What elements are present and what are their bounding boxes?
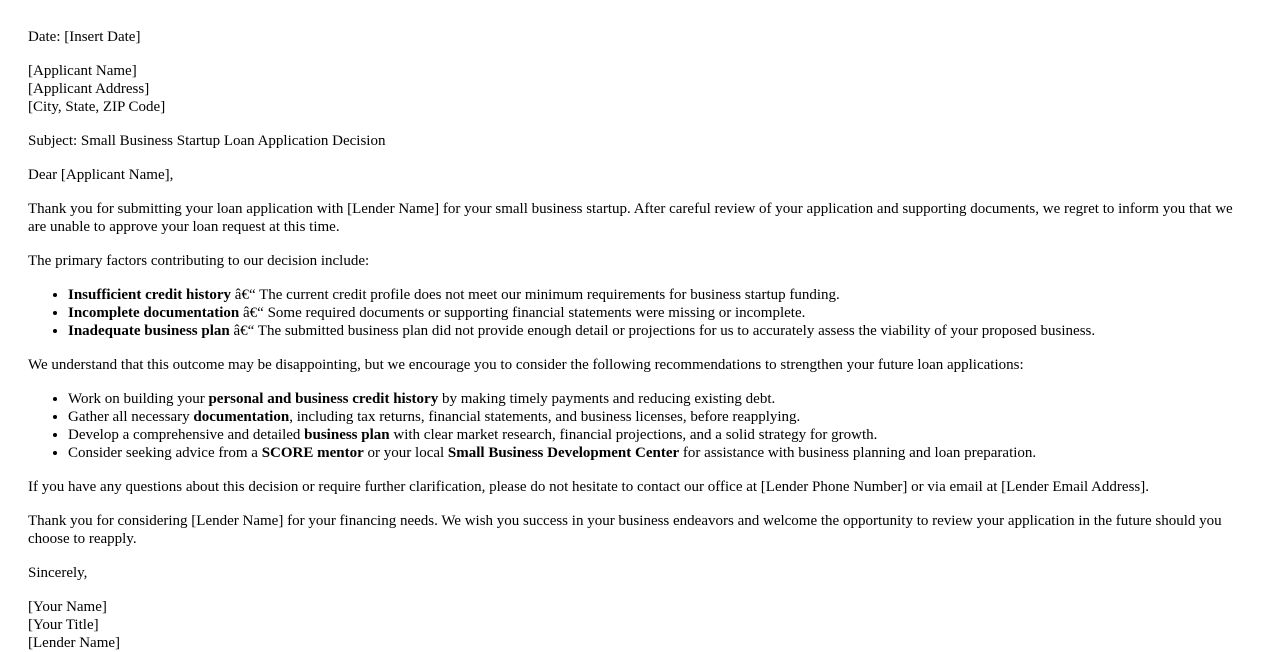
rec-bold: SCORE mentor bbox=[261, 445, 364, 461]
signature-title: [Your Title] bbox=[28, 617, 99, 633]
rec-text: by making timely payments and reducing existing debt. bbox=[438, 391, 776, 407]
date-line: Date: [Insert Date] bbox=[28, 29, 141, 45]
factor-text: â€“ Some required documents or supporting financial statements were missing or incomplete. bbox=[239, 305, 806, 321]
recipient-block bbox=[28, 62, 1250, 116]
factor-title: Incomplete documentation bbox=[68, 305, 240, 321]
rec-text: Gather all necessary bbox=[68, 409, 194, 425]
rec-bold: Small Business Development Center bbox=[447, 445, 680, 461]
sign-off: Sincerely, bbox=[28, 565, 88, 581]
factor-title: Insufficient credit history bbox=[68, 287, 232, 303]
rec-bold: business plan bbox=[304, 427, 390, 443]
closing-paragraph: Thank you for considering [Lender Name] for your financing needs. We wish you success in your business endeavors and welcome the opportunity to review your application in the future should you choose to reapply. bbox=[28, 513, 1222, 547]
recommendation-item bbox=[68, 408, 1250, 426]
recipient-name: [Applicant Name] bbox=[28, 63, 137, 79]
signature-lender: [Lender Name] bbox=[28, 635, 121, 651]
rec-bold: personal and business credit history bbox=[208, 391, 439, 407]
recommendation-item bbox=[68, 444, 1250, 462]
rec-text: with clear market research, financial projections, and a solid strategy for growth. bbox=[389, 427, 878, 443]
factor-item bbox=[68, 322, 1250, 340]
recommendation-item bbox=[68, 390, 1250, 408]
rec-text: , including tax returns, financial statements, and business licenses, before reapplying. bbox=[289, 409, 801, 425]
factors-list bbox=[28, 286, 1250, 340]
rec-text: or your local bbox=[363, 445, 448, 461]
recommendations-list bbox=[28, 390, 1250, 462]
subject-line: Subject: Small Business Startup Loan Application Decision bbox=[28, 133, 386, 149]
factor-title: Inadequate business plan bbox=[68, 323, 230, 339]
intro-paragraph: Thank you for submitting your loan application with [Lender Name] for your small business startup. After careful review of your application and supporting documents, we regret to inform you that we are unable to approve your loan request at this time. bbox=[28, 201, 1233, 235]
signature-block bbox=[28, 598, 1250, 652]
rec-bold: documentation bbox=[193, 409, 290, 425]
signature-name: [Your Name] bbox=[28, 599, 107, 615]
rec-text: Develop a comprehensive and detailed bbox=[68, 427, 305, 443]
rec-text: for assistance with business planning and loan preparation. bbox=[679, 445, 1037, 461]
factor-item bbox=[68, 286, 1250, 304]
rec-text: Consider seeking advice from a bbox=[68, 445, 262, 461]
factor-text: â€“ The current credit profile does not meet our minimum requirements for business startup funding. bbox=[231, 287, 840, 303]
recommendations-intro: We understand that this outcome may be disappointing, but we encourage you to consider the following recommendations to strengthen your future loan applications: bbox=[28, 357, 1024, 373]
recipient-address: [Applicant Address] bbox=[28, 81, 150, 97]
contact-paragraph: If you have any questions about this decision or require further clarification, please do not hesitate to contact our office at [Lender Phone Number] or via email at [Lender Email Address]. bbox=[28, 479, 1150, 495]
rec-text: Work on building your bbox=[68, 391, 209, 407]
recipient-city: [City, State, ZIP Code] bbox=[28, 99, 166, 115]
factors-intro: The primary factors contributing to our decision include: bbox=[28, 253, 370, 269]
factor-text: â€“ The submitted business plan did not provide enough detail or projections for us to accurately assess the viability of your proposed business. bbox=[229, 323, 1096, 339]
recommendation-item bbox=[68, 426, 1250, 444]
factor-item bbox=[68, 304, 1250, 322]
salutation: Dear [Applicant Name], bbox=[28, 167, 174, 183]
